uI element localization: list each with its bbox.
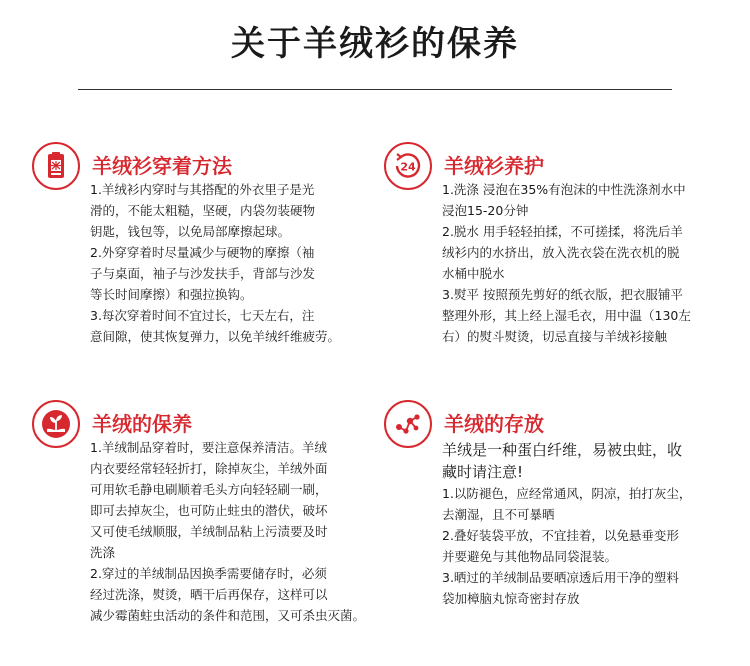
- text-line: 等长时间摩擦）和强拉换钩。: [90, 287, 253, 302]
- text-line: 右）的熨斗熨烫，切忌直接与羊绒衫接触: [442, 329, 668, 344]
- section-title-care: 羊绒衫养护: [444, 154, 544, 178]
- section-body-maintenance: [90, 437, 365, 626]
- text-line: 内衣要经常轻轻折打，除掉灰尘，羊绒外面: [90, 461, 328, 476]
- section-title-maintenance: 羊绒的保养: [92, 412, 192, 436]
- nodes-icon: [384, 400, 432, 448]
- text-line: 2.穿过的羊绒制品因换季需要储存时，必须: [90, 566, 327, 581]
- section-storage: [384, 400, 734, 640]
- title-divider: [78, 89, 672, 90]
- section-body-storage: [442, 440, 691, 609]
- 24-hour-icon: [384, 142, 432, 190]
- text-line: 减少霉菌蛀虫活动的条件和范围，又可杀虫灭菌。: [90, 608, 366, 623]
- section-wearing: [32, 142, 372, 362]
- text-line: 即可去掉灰尘，也可防止蛀虫的潜伏，破坏: [90, 503, 328, 518]
- text-line: 并要避免与其他物品同袋混装。: [442, 549, 618, 564]
- text-line: 绒衫内的水挤出，放入洗衣袋在洗衣机的脱: [442, 245, 680, 260]
- section-title-wearing: 羊绒衫穿着方法: [92, 154, 232, 178]
- section-maintenance: [32, 400, 382, 640]
- text-line: 钥匙，钱包等，以免局部摩擦起球。: [90, 224, 291, 239]
- text-line: 3.晒过的羊绒制品要晒凉透后用干净的塑料: [442, 570, 679, 585]
- intro-line: 藏时请注意!: [442, 462, 524, 481]
- page-title: 关于羊绒衫的保养: [231, 24, 519, 64]
- text-line: 1.羊绒衫内穿时与其搭配的外衣里子是光: [90, 182, 315, 197]
- text-line: 去潮湿，且不可暴晒: [442, 507, 555, 522]
- text-line: 2.脱水 用手轻轻拍揉，不可搓揉，将洗后羊: [442, 224, 683, 239]
- 24-label: 24: [400, 160, 416, 174]
- section-body-wearing: [90, 179, 340, 347]
- garment-tag-icon: [32, 142, 80, 190]
- section-body-care: [442, 179, 691, 347]
- plant-hand-icon: [32, 400, 80, 448]
- text-line: 3.熨平 按照预先剪好的纸衣版，把衣服铺平: [442, 287, 683, 302]
- text-line: 袋加樟脑丸惊奇密封存放: [442, 591, 580, 606]
- text-line: 2.叠好装袋平放，不宜挂着，以免悬垂变形: [442, 528, 679, 543]
- text-line: 经过洗涤，熨烫，晒干后再保存，这样可以: [90, 587, 328, 602]
- section-title-storage: 羊绒的存放: [444, 412, 544, 436]
- text-line: 1.以防褪色，应经常通风，阴凉，拍打灰尘，: [442, 486, 692, 501]
- text-line: 又可使毛绒顺服，羊绒制品粘上污渍要及时: [90, 524, 328, 539]
- text-line: 滑的，不能太粗糙，坚硬，内袋勿装硬物: [90, 203, 316, 218]
- text-line: 子与桌面，袖子与沙发扶手，背部与沙发: [90, 266, 316, 281]
- text-line: 水桶中脱水: [442, 266, 505, 281]
- text-line: 洗涤: [90, 545, 116, 560]
- section-care: [384, 142, 734, 362]
- text-line: 1.羊绒制品穿着时，要注意保养清洁。羊绒: [90, 440, 327, 455]
- text-line: 1.洗涤 浸泡在35%有泡沫的中性洗涤剂水中: [442, 182, 686, 197]
- text-line: 2.外穿穿着时尽量减少与硬物的摩擦（袖: [90, 245, 315, 260]
- text-line: 3.每次穿着时间不宜过长，七天左右，注: [90, 308, 315, 323]
- text-line: 整理外形，其上经上湿毛衣，用中温（130左: [442, 308, 691, 323]
- text-line: 浸泡15-20分钟: [442, 203, 529, 218]
- text-line: 意间隙，使其恢复弹力，以免羊绒纤维疲劳。: [90, 329, 341, 344]
- text-line: 可用软毛静电刷顺着毛头方向轻轻刷一刷，: [90, 482, 328, 497]
- intro-line: 羊绒是一种蛋白纤维，易被虫蛀，收: [442, 441, 683, 459]
